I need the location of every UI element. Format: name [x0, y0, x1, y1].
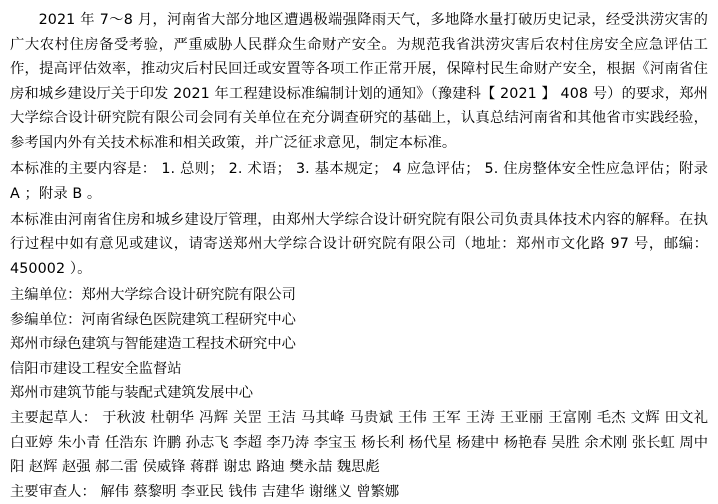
paragraph-main-contents: 本标准的主要内容是： 1. 总则； 2. 术语； 3. 基本规定； 4 应急评估； 5. 住房整体安全性应急评估；附录 A ；附录 B 。	[10, 161, 708, 202]
co-editing-unit-line-3	[10, 357, 708, 382]
co-editing-unit-line-2	[10, 332, 708, 357]
paragraph-foreword-background: 2021 年 7～8 月，河南省大部分地区遭遇极端强降雨天气，多地降水量打破历史记录，经受洪涝灾害的广大农村住房备受考验，严重威胁人民群众生命财产安全。为规范我省洪涝灾害后农村住房安全应急评估工作，提高评估效率，推动灾后村民回迁或安置等各项工作正常开展，保障村民生命财产安全，根据《河南省住房和城乡建设厅关于印发 2021 年工程建设标准编制计划的通知》（豫建科【 2021 】 408 号）的要求，郑州大学综合设计研究院有限公司会同有关单位在充分调查研究的基础上，认真总结河南省和其他省市实践经验，参考国内外有关技术标准和相关政策，并广泛征求意见，制定本标准。	[10, 12, 708, 151]
co-editing-unit-value-2: 郑州市绿色建筑与智能建造工程技术研究中心	[10, 336, 296, 353]
main-editing-unit-label: 主编单位：	[10, 287, 82, 304]
co-editing-unit-value-4: 郑州市建筑节能与装配式建筑发展中心	[10, 385, 254, 402]
co-editing-unit-line-4	[10, 381, 708, 406]
main-editing-unit-value: 郑州大学综合设计研究院有限公司	[81, 287, 296, 304]
reviewers-list: 主要审查人： 解伟 蔡黎明 李亚民 钱伟 吉建华 谢继义 曾繁娜	[10, 483, 400, 500]
co-editing-unit-value: 河南省绿色医院建筑工程研究中心	[81, 311, 296, 328]
co-editing-unit-label: 参编单位：	[10, 311, 82, 328]
paragraph-administration-interpretation: 本标准由河南省住房和城乡建设厅管理，由郑州大学综合设计研究院有限公司负责具体技术内容的解释。在执行过程中如有意见或建议，请寄送郑州大学综合设计研究院有限公司（地址：郑州市文化路 97 号，邮编： 450002 ）。	[10, 211, 708, 277]
co-editing-unit-line	[10, 308, 708, 333]
main-editing-unit-line	[10, 283, 708, 308]
drafters-list: 主要起草人： 于秋波 杜朝华 冯辉 关罡 王洁 马其峰 马贵斌 王伟 王军 王涛 王亚丽 王富刚 毛杰 文辉 田文礼 白亚婷 朱小青 任浩东 许鹏 孙志飞 李超 李乃涛 李宝玉 杨长利 杨代星 杨建中 杨艳春 吴胜 余术刚 张长虹 周中阳 赵辉 赵强 郝二雷 侯威锋 蒋群 谢忠 路迪 樊永喆 魏思彪	[10, 410, 708, 476]
co-editing-unit-value-3: 信阳市建设工程安全监督站	[10, 360, 182, 377]
